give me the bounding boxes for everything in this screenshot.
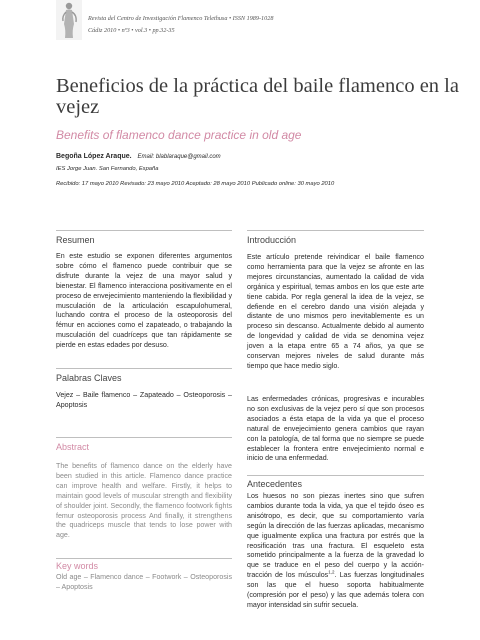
resumen-text: En este estudio se exponen diferentes argumentos sobre cómo el flamenco puede contribuir que se disfrute durante la vejez de una mayor salud y bienestar. El flamenco interacciona positivamente en el proceso de envejecimiento manteniendo la flexibilidad y musculación de la articulación escapulohumeral, luchando contra el proceso de la osteoporosis del fémur en acciones como el zapateado, o trabajando la musculación del cuadríceps que tan rápidamente se pierde en estas edades por desuso. <box>56 252 232 350</box>
author-name: Begoña López Araque. <box>56 153 132 160</box>
antecedentes-text-b: . Las fuerzas longitudinales son las que el hueso soporta habitualmente (compresión por el peso) y las que además tolera con mayor intensidad sin sufrir secuela. <box>247 571 424 609</box>
publication-dates: Recibido: 17 mayo 2010 Revisado: 23 mayo 2010 Aceptado: 28 mayo 2010 Publicado online: 30 mayo 2010 <box>56 181 335 187</box>
citation-superscript: 1,2 <box>328 569 335 575</box>
introduccion-heading: Introducción <box>247 235 297 245</box>
abstract-heading: Abstract <box>56 442 90 452</box>
palabras-claves-text: Vejez – Baile flamenco – Zapateado – Osteoporosis – Apoptosis <box>56 391 232 409</box>
antecedentes-heading: Antecedentes <box>247 479 303 489</box>
article-title: Beneficios de la práctica del baile flamenco en la vejez <box>56 75 459 118</box>
article-subtitle: Benefits of flamenco dance practice in old age <box>56 128 302 142</box>
author-affiliation: IES Jorge Juan. San Fernando, España <box>56 166 159 172</box>
journal-logo-figure-icon <box>56 0 82 40</box>
journal-issue-line: Cádiz 2010 • nº3 • vol.3 • pp.32-35 <box>88 27 175 34</box>
section-rule <box>247 230 424 231</box>
section-rule <box>56 368 232 369</box>
key-words-heading: Key words <box>56 561 99 571</box>
section-rule <box>56 437 232 438</box>
introduccion-paragraph-1: Este artículo pretende reivindicar el baile flamenco como herramienta para que la vejez se afronte en las mejores circunstancias, aumentado la calidad de vida orgánica y espiritual, temas ambos en los que este arte tiene cabida. Por regla general la idea de la vejez, se defiende en el cerebro dando una visión alejada y distante de uno mismos pero inevitablemente es un proceso sin descanso. Actualmente debido al aumento de longevidad y calidad de vida se denomina vejez joven a la etapa entre 65 a 74 años, ya que se conservan mejores niveles de salud durante más tiempo que hace medio siglo. <box>247 253 424 370</box>
author-email: Email: blablaraque@gmail.com <box>137 154 221 160</box>
journal-header-line: Revista del Centro de Investigación Flamenco Telethusa • ISSN 1989-1028 <box>88 15 274 22</box>
section-rule <box>247 475 424 476</box>
palabras-claves-heading: Palabras Claves <box>56 373 122 383</box>
section-rule <box>56 558 232 559</box>
introduccion-paragraph-2: Las enfermedades crónicas, progresivas e incurables no son exclusivas de la vejez pero sí que son procesos asociados a ésta etapa de la vida ya que el proceso natural de envejecimiento genera cambios que rayan con la patología, de tal forma que no siempre se puede establecer la frontera entre envejecimiento normal e inicio de una enfermedad. <box>247 395 424 463</box>
abstract-text: The benefits of flamenco dance on the elderly have been studied in this article. Flamenco dance practice can improve health and welfare. Firstly, it helps to maintain good levels of muscular strength and flexibility of shoulder joint. Secondly, the flamenco footwork fights femur osteoporosis process And finally, it strengthens the quadriceps muscle that tends to lose power with age. <box>56 462 232 540</box>
resumen-heading: Resumen <box>56 235 95 245</box>
key-words-text: Old age – Flamenco dance – Footwork – Osteoporosis – Apoptosis <box>56 573 232 591</box>
antecedentes-paragraph <box>247 492 424 611</box>
antecedentes-text-a: Los huesos no son piezas inertes sino que sufren cambios durante toda la vida, ya que el tejido óseo es anisótropo, es decir, que su comportamiento varía según la dirección de las fuerzas aplicadas, mecanismo que igualmente explica una fractura por estrés que la reosificación tras una fractura. El esqueleto esta sometido principalmente a la fuerza de la gravedad lo que se traduce en el peso del cuerpo y la acción-tracción de los músculos <box>247 492 424 580</box>
author-line <box>56 153 221 160</box>
section-rule <box>56 230 232 231</box>
